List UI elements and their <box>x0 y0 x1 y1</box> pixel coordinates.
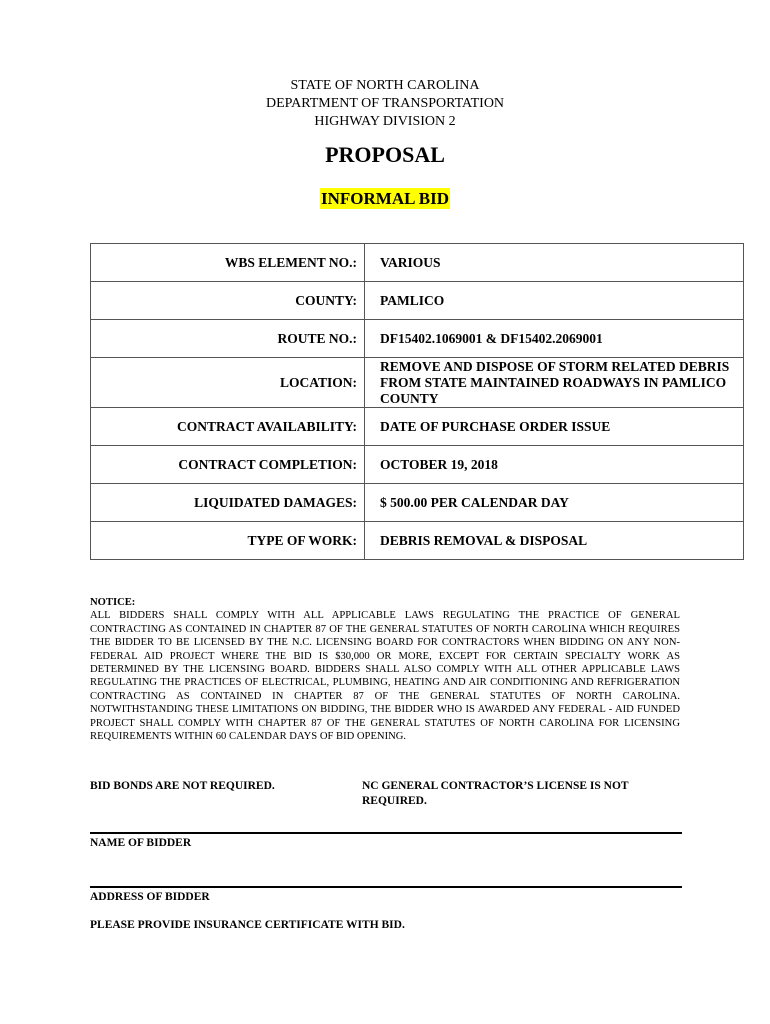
table-row <box>91 244 744 282</box>
row-value: VARIOUS <box>365 244 744 282</box>
table-row <box>91 484 744 522</box>
license-note: NC GENERAL CONTRACTOR’S LICENSE IS NOT REQUIRED. <box>362 780 629 807</box>
row-label: LIQUIDATED DAMAGES: <box>91 484 365 522</box>
document-header <box>0 77 770 131</box>
name-signature-line[interactable] <box>90 832 682 834</box>
contract-info-table <box>90 243 744 560</box>
row-label: CONTRACT COMPLETION: <box>91 446 365 484</box>
name-of-bidder-label: NAME OF BIDDER <box>90 837 192 849</box>
row-value: OCTOBER 19, 2018 <box>365 446 744 484</box>
row-label: ROUTE NO.: <box>91 320 365 358</box>
table-row <box>91 522 744 560</box>
informal-bid-highlight: INFORMAL BID <box>321 189 449 208</box>
insurance-note: PLEASE PROVIDE INSURANCE CERTIFICATE WITH BID. <box>90 919 405 931</box>
notice-body: ALL BIDDERS SHALL COMPLY WITH ALL APPLICABLE LAWS REGULATING THE PRACTICE OF GENERAL CONTRACTING AS CONTAINED IN CHAPTER 87 OF THE GENERAL STATUTES OF NORTH CAROLINA WHICH REQUIRES THE BIDDER TO BE LICENSED BY THE N.C. LICENSING BOARD FOR CONTRACTORS WHEN BIDDING ON ANY NON-FEDERAL AID PROJECT WHERE THE BID IS $30,000 OR MORE, EXCEPT FOR CERTAIN SPECIALTY WORK AS DETERMINED BY THE LICENSING BOARD. BIDDERS SHALL ALSO COMPLY WITH ALL OTHER APPLICABLE LAWS REGULATING THE PRACTICES OF ELECTRICAL, PLUMBING, HEATING AND AIR CONDITIONING AND REFRIGERATION CONTRACTING AS CONTAINED IN CHAPTER 87 OF THE GENERAL STATUTES OF NORTH CAROLINA. NOTWITHSTANDING THESE LIMITATIONS ON BIDDING, THE BIDDER WHO IS AWARDED ANY FEDERAL - AID FUNDED PROJECT SHALL COMPLY WITH CHAPTER 87 OF THE GENERAL STATUTES OF NORTH CAROLINA FOR LICENSING REQUIREMENTS WITHIN 60 CALENDAR DAYS OF BID OPENING. <box>90 610 680 743</box>
notice-section <box>90 596 680 743</box>
page-title: PROPOSAL <box>325 142 445 167</box>
address-of-bidder-label: ADDRESS OF BIDDER <box>90 891 210 903</box>
subtitle-container <box>0 188 770 209</box>
header-state: STATE OF NORTH CAROLINA <box>290 78 480 93</box>
header-department: DEPARTMENT OF TRANSPORTATION <box>265 96 505 111</box>
row-value: PAMLICO <box>365 282 744 320</box>
header-division: HIGHWAY DIVISION 2 <box>314 114 456 129</box>
row-label: CONTRACT AVAILABILITY: <box>91 408 365 446</box>
row-value: DF15402.1069001 & DF15402.2069001 <box>365 320 744 358</box>
address-signature-line[interactable] <box>90 886 682 888</box>
bid-bonds-note: BID BONDS ARE NOT REQUIRED. <box>90 780 275 792</box>
row-value: DATE OF PURCHASE ORDER ISSUE <box>365 408 744 446</box>
notice-heading: NOTICE: <box>90 597 136 608</box>
row-value: DEBRIS REMOVAL & DISPOSAL <box>365 522 744 560</box>
table-row <box>91 320 744 358</box>
row-value: $ 500.00 PER CALENDAR DAY <box>365 484 744 522</box>
row-label: TYPE OF WORK: <box>91 522 365 560</box>
row-label: LOCATION: <box>91 358 365 408</box>
table-row <box>91 408 744 446</box>
row-value: REMOVE AND DISPOSE OF STORM RELATED DEBRIS FROM STATE MAINTAINED ROADWAYS IN PAMLICO COUNTY <box>365 358 744 408</box>
table-row <box>91 446 744 484</box>
table-row <box>91 282 744 320</box>
row-label: COUNTY: <box>91 282 365 320</box>
table-row <box>91 358 744 408</box>
row-label: WBS ELEMENT NO.: <box>91 244 365 282</box>
